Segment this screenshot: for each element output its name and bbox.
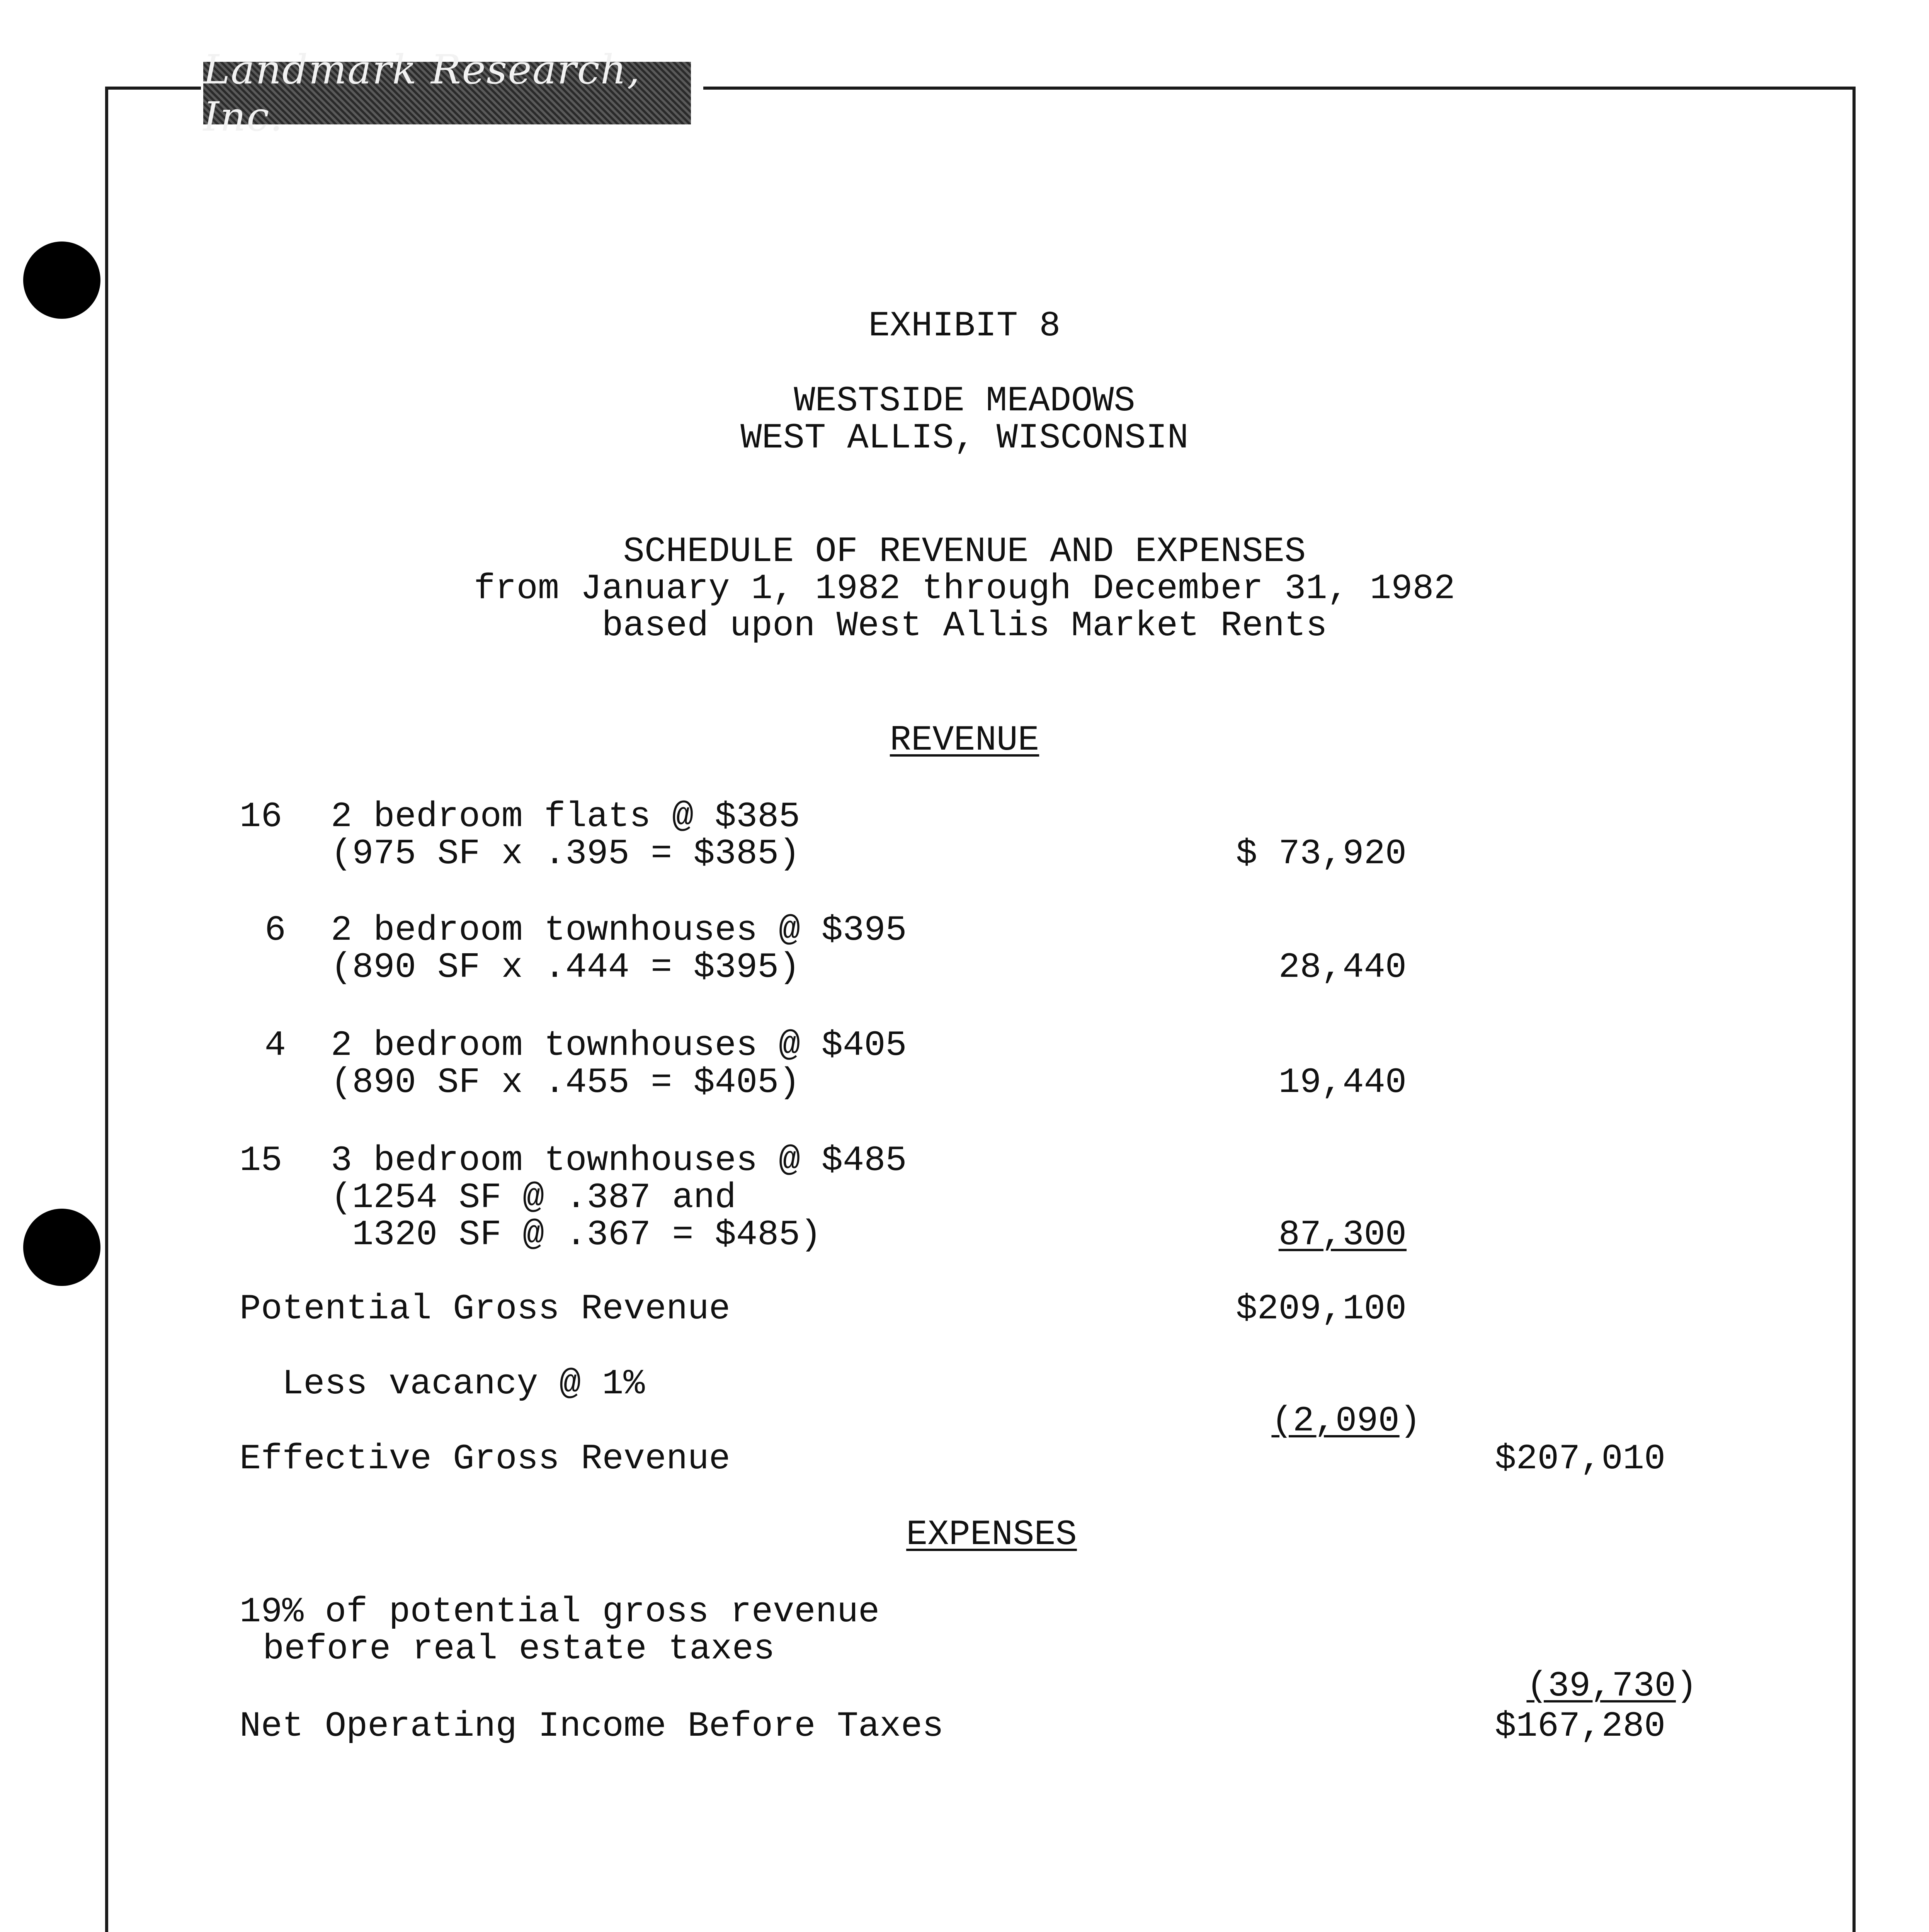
item-description: 2 bedroom townhouses @ $405 [331, 1025, 907, 1066]
item-amount: 87,300 [1278, 1214, 1407, 1255]
noi-label: Net Operating Income Before Taxes [240, 1706, 944, 1747]
item-amount: $ 73,920 [1236, 833, 1407, 874]
company-logo [203, 46, 691, 140]
expenses-amount [1484, 1631, 1697, 1705]
item-amount: 28,440 [1278, 947, 1407, 988]
vacancy-amount-paren: ) [1399, 1401, 1421, 1441]
potential-gross-amount: $209,100 [1236, 1289, 1407, 1329]
item-description: 3 bedroom townhouses @ $485 [331, 1140, 907, 1181]
expenses-amount-value: (39,730 [1526, 1666, 1676, 1706]
effective-gross-amount: $207,010 [1495, 1439, 1665, 1479]
noi-amount: $167,280 [1495, 1706, 1665, 1747]
item-detail: (975 SF x .395 = $385) [331, 833, 800, 874]
binder-hole-middle [23, 1209, 100, 1286]
schedule-period: from January 1, 1982 through December 31, 1982 [474, 568, 1455, 609]
expenses-description-continued: before real estate taxes [263, 1629, 775, 1669]
vacancy-amount [1229, 1366, 1421, 1440]
item-count: 6 [264, 910, 286, 951]
exhibit-title: EXHIBIT 8 [868, 306, 1061, 346]
schedule-basis: based upon West Allis Market Rents [602, 605, 1327, 646]
item-detail-continued: 1320 SF @ .367 = $485) [331, 1214, 822, 1255]
logo-text: Landmark Research, Inc. [203, 46, 641, 140]
expenses-amount-paren: ) [1676, 1666, 1698, 1706]
item-count: 16 [240, 796, 282, 837]
binder-hole-top [23, 242, 100, 319]
item-count: 4 [264, 1025, 286, 1066]
revenue-heading: REVENUE [890, 720, 1039, 760]
item-description: 2 bedroom townhouses @ $395 [331, 910, 907, 951]
potential-gross-label: Potential Gross Revenue [240, 1289, 730, 1329]
item-detail: (890 SF x .444 = $395) [331, 947, 800, 988]
vacancy-label: Less vacancy @ 1% [282, 1364, 645, 1404]
property-name: WESTSIDE MEADOWS [794, 381, 1135, 421]
effective-gross-label: Effective Gross Revenue [240, 1439, 730, 1479]
item-detail: (1254 SF @ .387 and [331, 1177, 736, 1218]
property-location: WEST ALLIS, WISCONSIN [740, 418, 1189, 458]
vacancy-amount-value: (2,090 [1271, 1401, 1400, 1441]
item-amount: 19,440 [1278, 1062, 1407, 1103]
item-detail: (890 SF x .455 = $405) [331, 1062, 800, 1103]
expenses-description: 19% of potential gross revenue [240, 1592, 880, 1632]
schedule-title: SCHEDULE OF REVENUE AND EXPENSES [623, 531, 1306, 572]
expenses-heading: EXPENSES [906, 1514, 1077, 1555]
item-description: 2 bedroom flats @ $385 [331, 796, 800, 837]
item-count: 15 [240, 1140, 282, 1181]
